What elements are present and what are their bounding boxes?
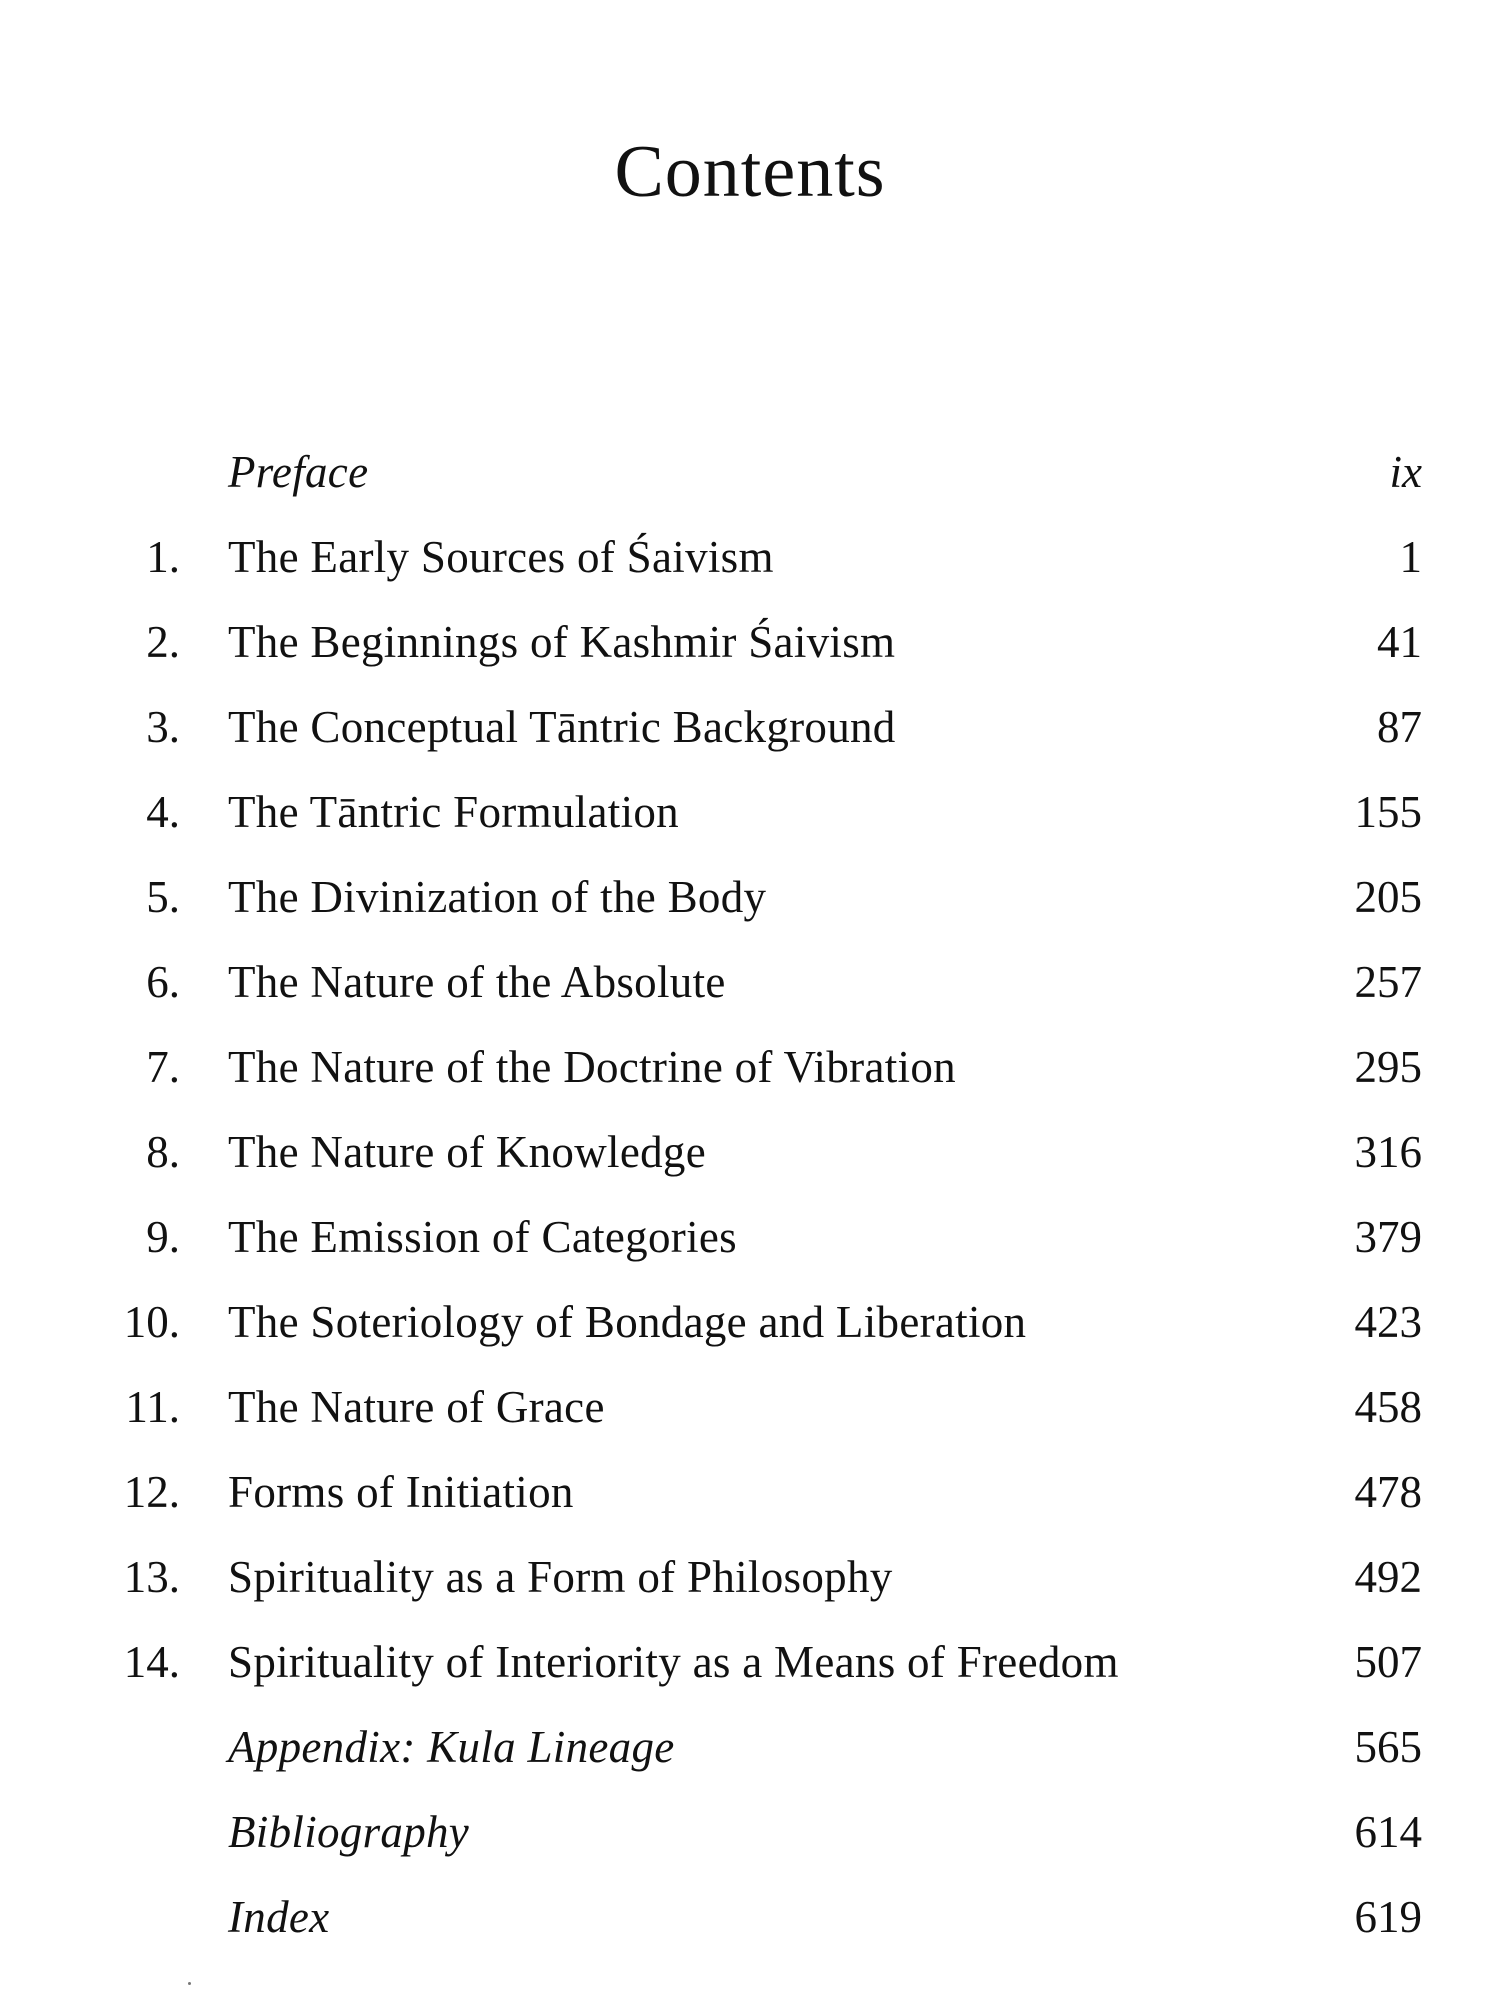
toc-entry-page: 155 xyxy=(1354,787,1422,837)
toc-entry-page: 1 xyxy=(1399,532,1422,582)
toc-entry-page: 41 xyxy=(1377,617,1422,667)
toc-entry-title: The Tāntric Formulation xyxy=(228,787,679,837)
toc-entry-page: 205 xyxy=(1354,872,1422,922)
toc-entry-title: Bibliography xyxy=(228,1807,470,1857)
toc-entry-number: 5. xyxy=(146,872,180,922)
toc-entry-title: Preface xyxy=(228,447,369,497)
toc-entry-title: The Divinization of the Body xyxy=(228,872,767,922)
toc-entry-number: 8. xyxy=(146,1127,180,1177)
toc-entry xyxy=(0,685,1500,770)
toc-entry xyxy=(0,1875,1500,1960)
toc-entry-title: Spirituality as a Form of Philosophy xyxy=(228,1552,893,1602)
toc-entry xyxy=(0,1110,1500,1195)
toc-entry-title: The Nature of the Absolute xyxy=(228,957,726,1007)
toc-entry-title: Spirituality of Interiority as a Means of Freedom xyxy=(228,1637,1119,1687)
toc-entry-page: 565 xyxy=(1354,1722,1422,1772)
toc-entry-title: The Conceptual Tāntric Background xyxy=(228,702,896,752)
toc-entry-title: Forms of Initiation xyxy=(228,1467,574,1517)
toc-entry-number: 3. xyxy=(146,702,180,752)
toc-entry-number: 14. xyxy=(123,1637,180,1687)
toc-entry-page: 478 xyxy=(1354,1467,1422,1517)
toc-entry-page: 295 xyxy=(1354,1042,1422,1092)
toc-entry-page: 87 xyxy=(1377,702,1422,752)
toc-entry-number: 12. xyxy=(123,1467,180,1517)
toc-entry xyxy=(0,1025,1500,1110)
toc-entry-number: 2. xyxy=(146,617,180,667)
toc-entry-page: 458 xyxy=(1354,1382,1422,1432)
toc-entry-number: 9. xyxy=(146,1212,180,1262)
toc-entry xyxy=(0,1450,1500,1535)
toc-entry-number: 1. xyxy=(146,532,180,582)
toc-entry-title: The Nature of the Doctrine of Vibration xyxy=(228,1042,956,1092)
toc-entry-number: 7. xyxy=(146,1042,180,1092)
toc-entry-title: The Nature of Grace xyxy=(228,1382,605,1432)
toc-entry xyxy=(0,600,1500,685)
toc-entry xyxy=(0,855,1500,940)
toc-entry xyxy=(0,1705,1500,1790)
toc-entry-number: 13. xyxy=(123,1552,180,1602)
toc-entry-title: The Soteriology of Bondage and Liberation xyxy=(228,1297,1027,1347)
page-title: Contents xyxy=(614,131,886,213)
toc-entry-page: 614 xyxy=(1354,1807,1422,1857)
toc-entry-page: 619 xyxy=(1354,1892,1422,1942)
toc-entry xyxy=(0,1280,1500,1365)
toc-entry-title: The Emission of Categories xyxy=(228,1212,737,1262)
toc-entry-page: 507 xyxy=(1354,1637,1422,1687)
toc-entry-page: 257 xyxy=(1354,957,1422,1007)
table-of-contents xyxy=(0,430,1500,1960)
toc-entry-number: 4. xyxy=(146,787,180,837)
toc-entry-title: The Nature of Knowledge xyxy=(228,1127,706,1177)
page-speck xyxy=(188,1982,191,1985)
toc-entry-page: 423 xyxy=(1354,1297,1422,1347)
toc-entry xyxy=(0,940,1500,1025)
toc-entry xyxy=(0,430,1500,515)
toc-entry-title: Index xyxy=(228,1892,330,1942)
toc-entry-title: The Beginnings of Kashmir Śaivism xyxy=(228,617,896,667)
toc-entry-number: 10. xyxy=(123,1297,180,1347)
toc-entry-title: The Early Sources of Śaivism xyxy=(228,532,774,582)
toc-entry-page: 316 xyxy=(1354,1127,1422,1177)
toc-entry-page: ix xyxy=(1389,447,1422,497)
toc-entry xyxy=(0,770,1500,855)
toc-entry xyxy=(0,1790,1500,1875)
toc-entry xyxy=(0,515,1500,600)
toc-entry xyxy=(0,1535,1500,1620)
toc-entry-page: 379 xyxy=(1354,1212,1422,1262)
toc-entry-page: 492 xyxy=(1354,1552,1422,1602)
toc-entry-number: 6. xyxy=(146,957,180,1007)
toc-entry xyxy=(0,1365,1500,1450)
toc-entry-number: 11. xyxy=(125,1382,180,1432)
toc-entry xyxy=(0,1620,1500,1705)
toc-entry-title: Appendix: Kula Lineage xyxy=(228,1722,675,1772)
toc-entry xyxy=(0,1195,1500,1280)
